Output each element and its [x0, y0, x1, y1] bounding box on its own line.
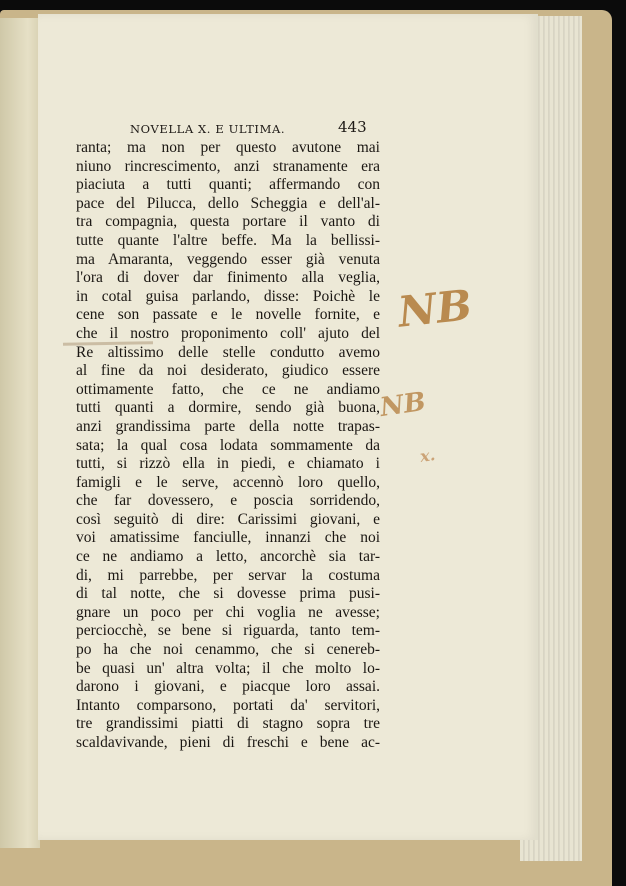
text-line: al fine da noi desiderato, giudico essere [76, 362, 380, 380]
text-line: di, mi parrebbe, per servar la costuma [76, 566, 380, 584]
text-line: scaldavivande, pieni di freschi e bene ac- [76, 734, 380, 751]
text-line: gnare un poco per chi voglia ne avesse; [76, 603, 380, 621]
text-line: così seguitò di dire: Carissimi giovani, e [76, 510, 380, 528]
text-line: famigli e le serve, accennò loro quello, [76, 473, 380, 491]
text-line: be quasi un' altra volta; il che molto lo- [76, 659, 380, 677]
text-line: darono i giovani, e piacque loro assai. [76, 678, 380, 696]
text-line: anzi grandissima parte della notte trapas- [76, 417, 380, 435]
page-number: 443 [338, 118, 367, 136]
body-text [76, 139, 380, 751]
text-line: che il nostro proponimento coll' ajuto del [76, 324, 380, 342]
text-line: ranta; ma non per questo avutone mai [76, 139, 380, 156]
text-line: po ha che noi cenammo, che si cenereb- [76, 641, 380, 659]
text-line: ce ne andiamo a letto, ancorchè sia tar- [76, 548, 380, 566]
text-line: tutti, si rizzò ella in piedi, e chiamato i [76, 455, 380, 473]
text-line: pace del Pilucca, dello Scheggia e dell'al- [76, 194, 380, 212]
text-line: Re altissimo delle stelle condutto avemo [76, 343, 380, 361]
marginal-note-nb: NB [395, 280, 475, 337]
text-line: tre grandissimi piatti di stagno sopra tre [76, 715, 380, 733]
text-line: ma Amaranta, veggendo esser già venuta [76, 250, 380, 268]
text-line: tutte quante l'altre beffe. Ma la bellissi- [76, 231, 380, 249]
text-line: di tal notte, che si dovesse prima pusi- [76, 585, 380, 603]
text-line: l'ora di dover dar finimento alla veglia, [76, 269, 380, 287]
marginal-note-x: x. [418, 445, 437, 466]
running-title: NOVELLA X. E ULTIMA. [130, 122, 286, 136]
left-page-edge [0, 18, 40, 848]
text-line: sata; la qual cosa lodata sommamente da [76, 436, 380, 454]
text-line: ottimamente fatto, che ce ne andiamo [76, 380, 380, 398]
text-line: tra compagnia, questa portare il vanto di [76, 213, 380, 231]
text-line: perciocchè, se bene si riguarda, tanto tem- [76, 622, 380, 640]
text-line: cene son passate e le novelle fornite, e [76, 306, 380, 324]
text-line: che far dovessero, e poscia sorridendo, [76, 492, 380, 510]
text-line: Intanto comparsono, portati da' servitori, [76, 696, 380, 714]
text-line: voi amatissime fanciulle, innanzi che noi [76, 529, 380, 547]
marginal-note-nb: NB [378, 386, 428, 424]
text-line: tutti quanti a dormire, sendo già buona, [76, 399, 380, 417]
text-line: piaciuta a tutti quanti; affermando con [76, 176, 380, 194]
text-line: in cotal guisa parlando, disse: Poichè le [76, 287, 380, 305]
text-line: niuno rincrescimento, anzi stranamente era [76, 157, 380, 175]
